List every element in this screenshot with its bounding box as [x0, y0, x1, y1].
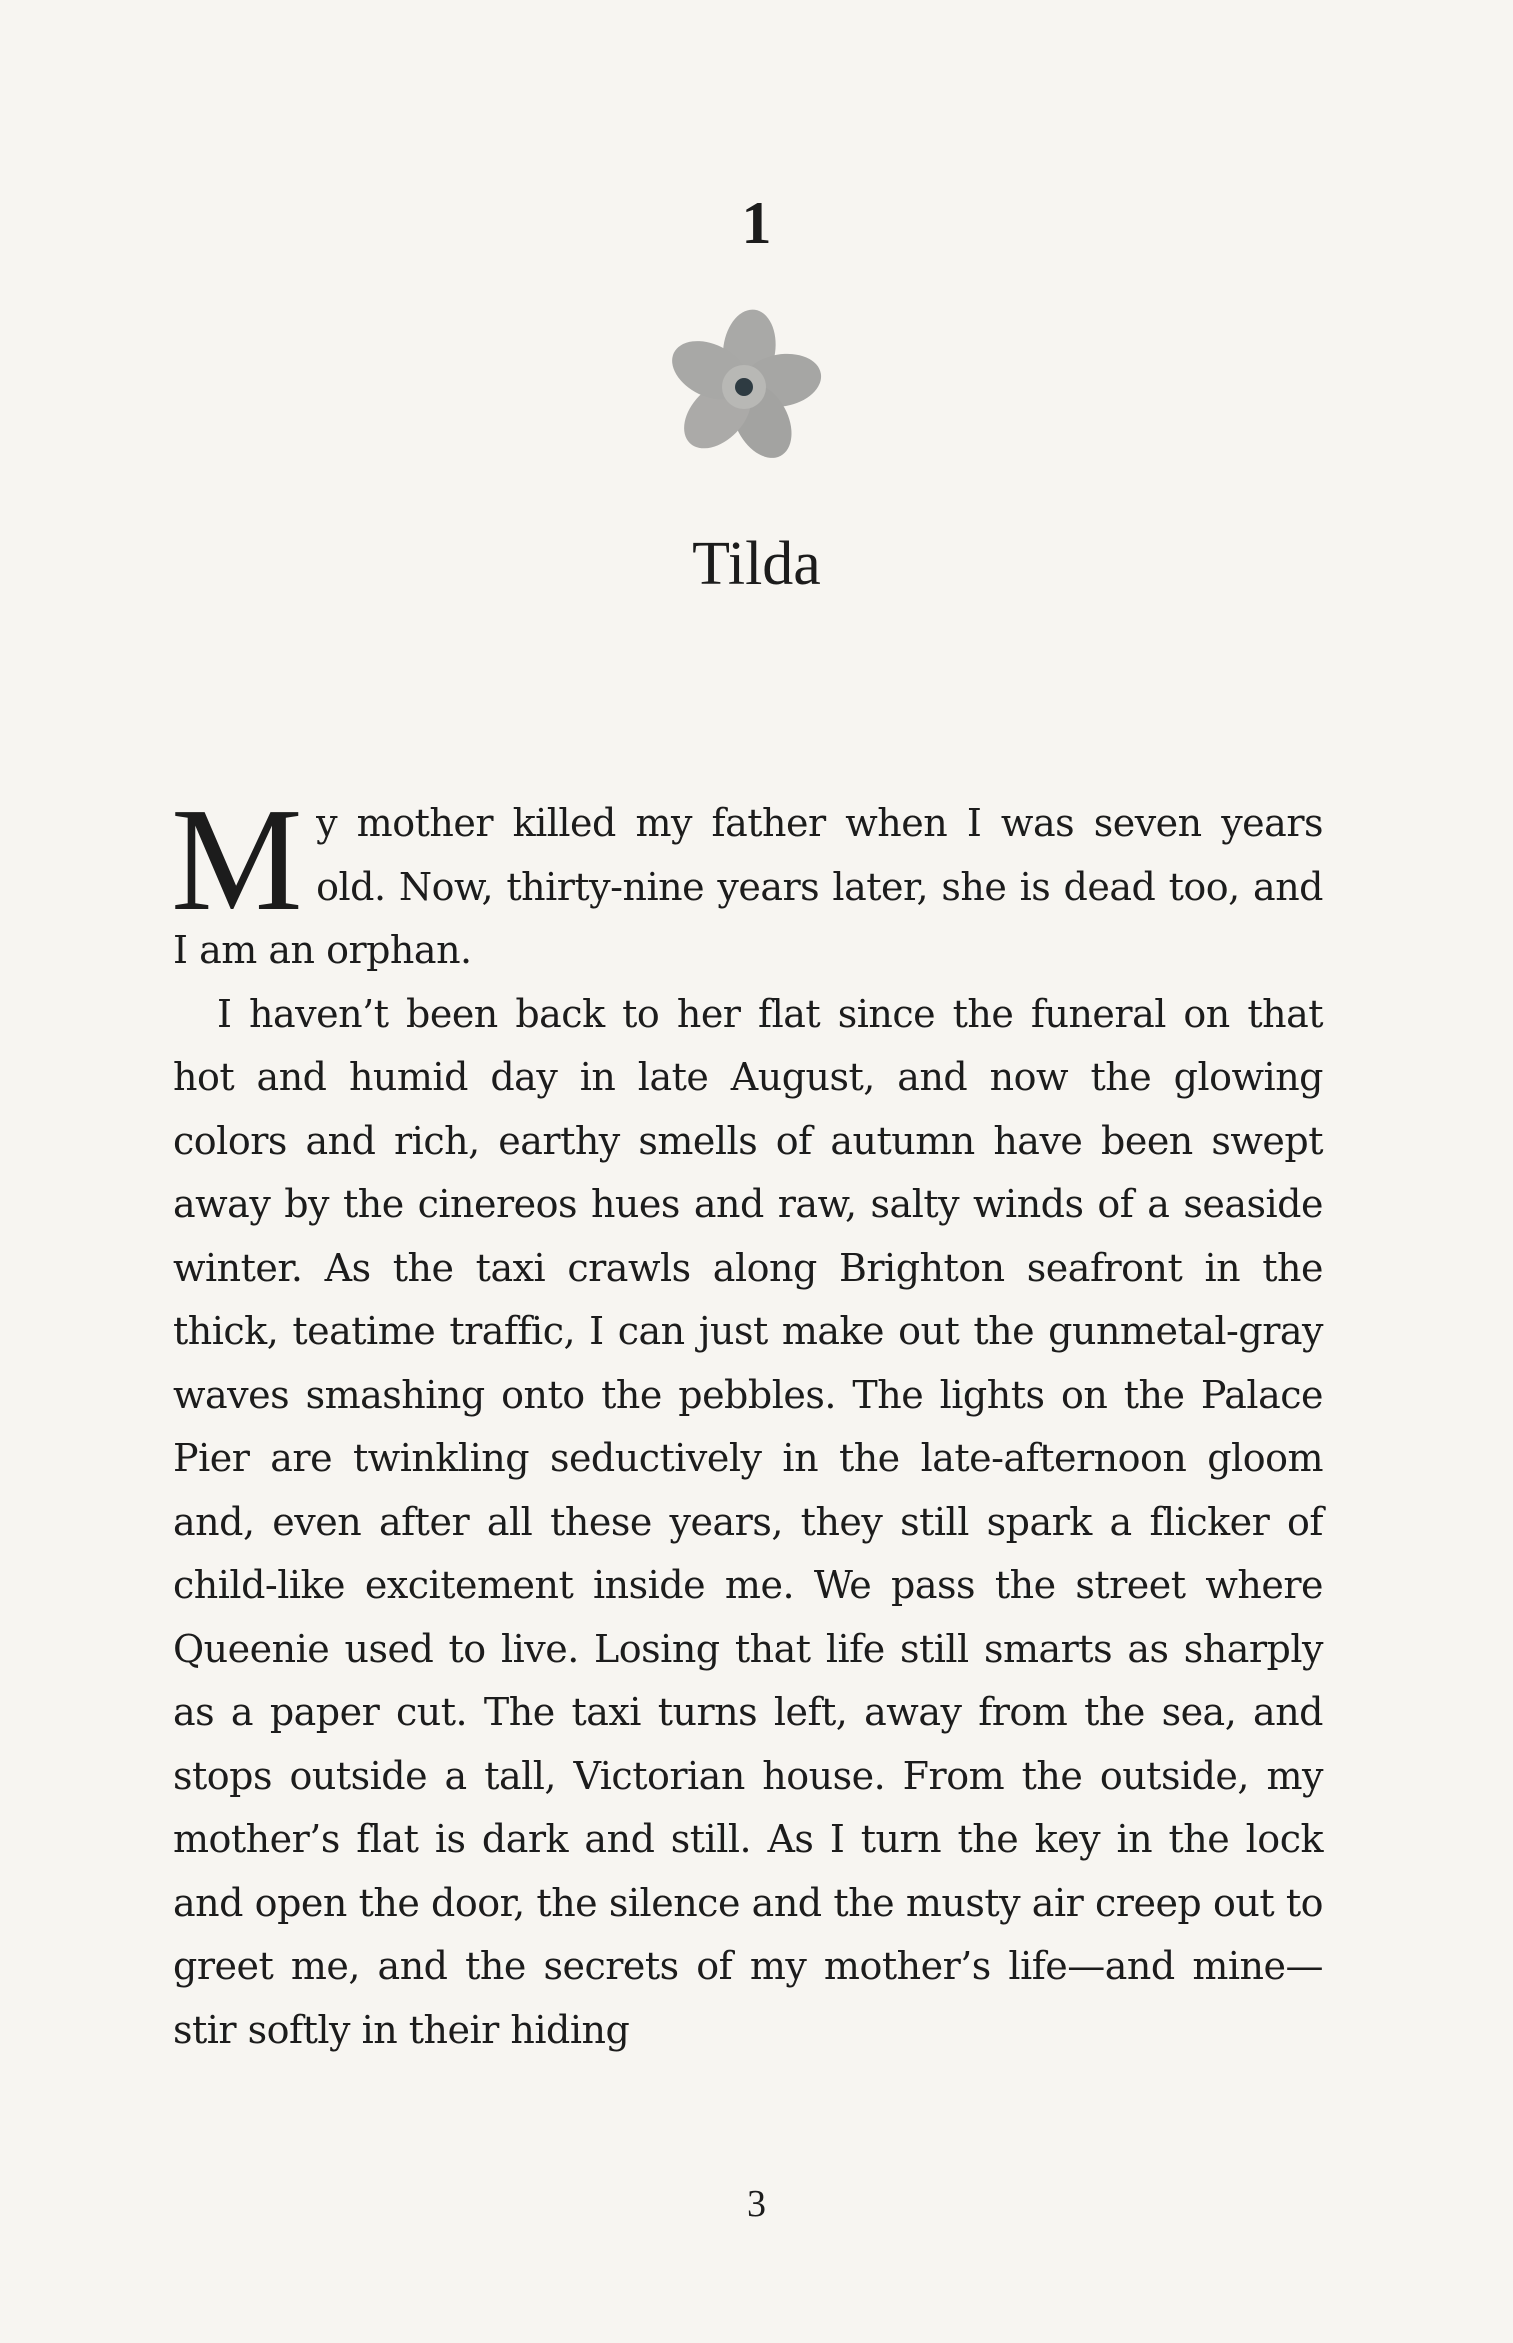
drop-cap: M	[171, 778, 303, 942]
opening-paragraph	[171, 778, 1323, 983]
chapter-title: Tilda	[692, 530, 821, 598]
chapter-number: 1	[741, 190, 772, 256]
opening-paragraph-text: y mother killed my father when I was seven years old. Now, thirty-nine years later, she is dead too, and I am an orphan.	[173, 801, 1323, 972]
page-number: 3	[747, 2183, 766, 2225]
chapter-body	[171, 778, 1323, 2062]
forget-me-not-flower-icon	[661, 304, 827, 470]
body-paragraph: I haven’t been back to her flat since the funeral on that hot and humid day in late August, and now the glowing colors and rich, earthy smells of autumn have been swept away by the cinereos hues and raw, salty winds of a seaside winter. As the taxi crawls along Brighton seafront in the thick, teatime traffic, I can just make out the gunmetal-gray waves smashing onto the pebbles. The lights on the Palace Pier are twinkling seductively in the late-afternoon gloom and, even after all these years, they still spark a flicker of child-like excitement inside me. We pass the street where Queenie used to live. Losing that life still smarts as sharply as a paper cut. The taxi turns left, away from the sea, and stops outside a tall, Victorian house. From the outside, my mother’s flat is dark and still. As I turn the key in the lock and open the door, the silence and the musty air creep out to greet me, and the secrets of my mother’s life—and mine—stir softly in their hiding	[173, 991, 1323, 2052]
